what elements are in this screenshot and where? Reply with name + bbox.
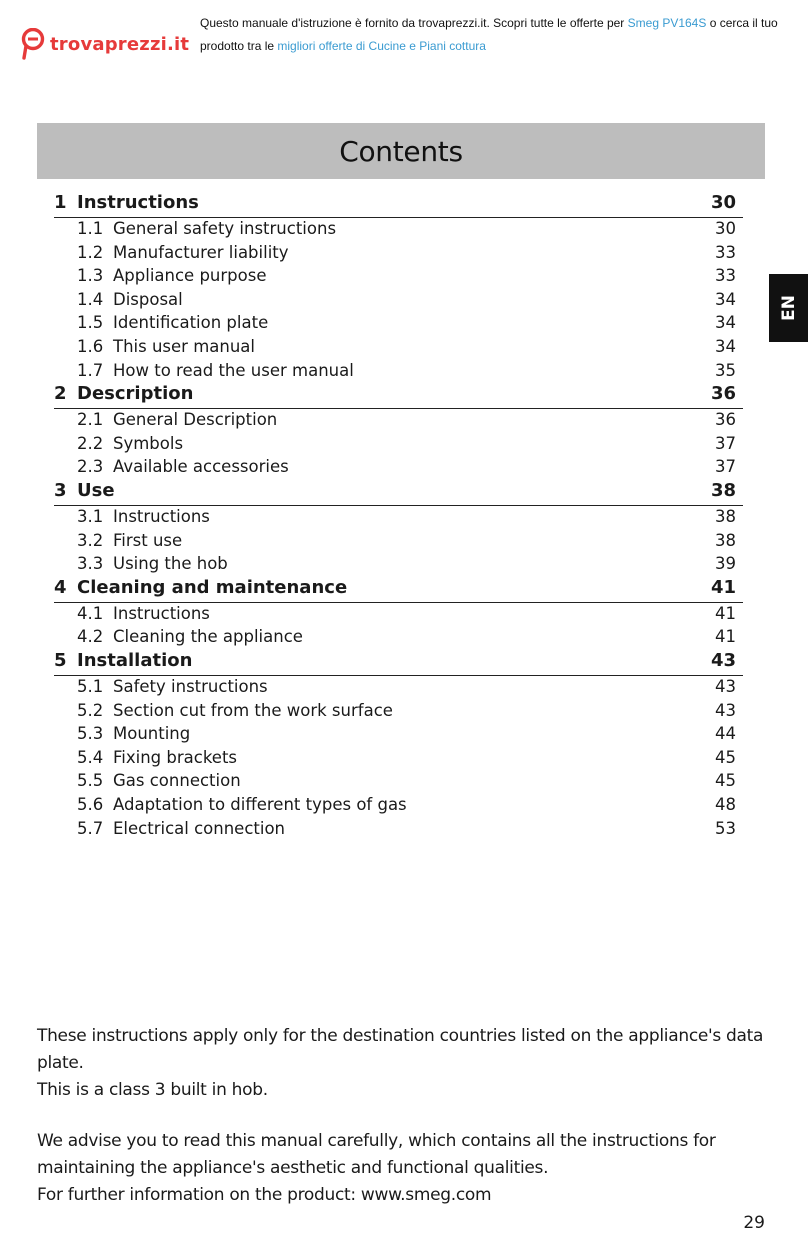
notice-text-1: Questo manuale d'istruzione è fornito da trovaprezzi.it. Scopri tutte le offerte per [200,16,628,30]
toc-subsection-page: 41 [715,627,736,647]
contents-banner [37,123,765,179]
toc-subsection[interactable] [0,553,808,577]
toc-subsection-page: 43 [715,700,736,720]
toc-subsection-title: Disposal [113,289,183,309]
offers-link[interactable]: migliori offerte di Cucine e Piani cottura [277,39,486,53]
toc-section-title: Description [77,383,194,405]
toc-subsection-page: 38 [715,530,736,550]
toc-subsection-number: 5.1 [77,677,104,696]
toc-subsection-title: Adaptation to different types of gas [113,795,407,814]
page-number: 29 [743,1213,765,1233]
toc-subsection-title: How to read the user manual [113,360,354,380]
toc-subsection[interactable] [0,530,808,554]
toc-subsection-page: 37 [715,433,736,453]
toc-section-number: 1 [54,192,67,213]
toc-subsection[interactable] [0,265,808,289]
toc-subsection-number: 4.2 [77,627,104,647]
toc-subsection-page: 39 [715,554,736,574]
toc-subsection-title: Fixing brackets [113,747,238,767]
toc-subsection[interactable] [0,312,808,336]
note-line: We advise you to read this manual carefully, which contains all the instructions for [37,1131,716,1151]
product-link[interactable]: Smeg PV164S [627,16,707,30]
toc-subsection-title: Cleaning the appliance [113,627,303,647]
toc-subsection[interactable] [0,676,808,700]
toc-subsection-number: 3.1 [77,507,104,526]
toc-section-page: 30 [710,192,736,213]
toc-subsection-page: 43 [715,677,736,696]
toc-section-page: 38 [710,480,736,501]
toc-subsection-page: 45 [715,771,736,791]
toc-section-number: 4 [54,576,67,598]
toc-subsection-number: 1.2 [77,242,104,262]
toc-subsection-title: Instructions [113,603,210,623]
toc-subsection-page: 35 [715,360,736,380]
toc-subsection-number: 5.6 [77,795,104,814]
toc-subsection[interactable] [0,747,808,771]
toc-subsection-page: 44 [715,724,736,744]
toc-subsection[interactable] [0,336,808,360]
toc-section-title: Cleaning and maintenance [77,576,348,598]
toc-subsection-number: 1.1 [77,219,104,238]
toc-subsection-number: 2.2 [77,433,104,453]
toc-subsection-page: 34 [715,289,736,309]
toc-subsection-title: Symbols [113,433,184,453]
logo-text: trovaprezzi.it [50,33,190,55]
destination-note [37,1023,777,1104]
toc-subsection-page: 48 [715,795,736,814]
toc-subsection-title: Safety instructions [113,677,268,696]
toc-subsection-number: 1.5 [77,313,104,333]
toc-subsection[interactable] [0,818,808,842]
toc-subsection-title: Mounting [113,724,191,744]
toc-subsection-page: 45 [715,747,736,767]
toc-subsection[interactable] [0,603,808,627]
toc-section-number: 3 [54,480,67,501]
note-line: maintaining the appliance's aesthetic and functional qualities. [37,1158,549,1178]
note-line: For further information on the product: www.smeg.com [37,1185,492,1205]
language-tab-label: EN [778,295,799,321]
toc-section-page: 36 [710,383,736,405]
toc-subsection[interactable] [0,218,808,242]
toc-subsection-number: 5.3 [77,724,104,744]
toc-subsection[interactable] [0,794,808,818]
toc-subsection-page: 33 [715,242,736,262]
toc-section[interactable] [0,383,808,407]
toc-subsection-number: 1.4 [77,289,104,309]
toc-subsection-title: Manufacturer liability [113,242,289,262]
toc-subsection-number: 3.2 [77,530,104,550]
toc-subsection[interactable] [0,770,808,794]
toc-section[interactable] [0,192,808,216]
tag-logo-icon [20,28,46,60]
toc-section-title: Instructions [77,192,199,213]
toc-subsection-number: 5.5 [77,771,104,791]
toc-subsection[interactable] [0,456,808,480]
toc-subsection-page: 34 [715,313,736,333]
toc-subsection-number: 1.3 [77,266,104,286]
toc-subsection-page: 53 [715,818,736,838]
toc-subsection-title: Appliance purpose [113,266,267,286]
toc-subsection-page: 41 [715,603,736,623]
contents-title: Contents [339,134,463,168]
notice-text-2: o cerca il tuo prodotto tra le [200,16,778,53]
toc-subsection[interactable] [0,506,808,530]
toc-subsection-title: Using the hob [113,554,228,574]
toc-subsection-title: General safety instructions [113,219,337,238]
note-line: These instructions apply only for the destination countries listed on the appliance's data plate. [37,1026,764,1073]
toc-subsection-title: Identification plate [113,313,269,333]
toc-section-page: 43 [710,650,736,671]
toc-subsection-page: 30 [715,219,736,238]
toc-section-number: 2 [54,383,67,405]
toc-section-title: Installation [77,650,193,671]
toc-subsection-number: 2.3 [77,457,104,477]
advice-note [37,1128,777,1209]
toc-subsection[interactable] [0,360,808,384]
toc-section[interactable] [0,577,808,601]
note-line: This is a class 3 built in hob. [37,1080,268,1100]
toc-subsection-number: 3.3 [77,554,104,574]
toc-subsection-number: 2.1 [77,410,104,430]
toc-subsection[interactable] [0,626,808,650]
toc-subsection-title: Electrical connection [113,818,285,838]
toc-subsection[interactable] [0,409,808,433]
toc-subsection-title: Available accessories [113,457,289,477]
toc-subsection-title: General Description [113,410,278,430]
toc-subsection[interactable] [0,289,808,313]
toc-subsection-number: 1.7 [77,360,104,380]
toc-section-title: Use [77,480,115,501]
trovaprezzi-logo[interactable] [20,28,189,60]
toc-subsection-title: First use [113,530,183,550]
toc-subsection-page: 33 [715,266,736,286]
toc-subsection-title: Instructions [113,507,210,526]
toc-subsection-title: Section cut from the work surface [113,700,393,720]
toc-subsection[interactable] [0,723,808,747]
toc-subsection-page: 37 [715,457,736,477]
toc-subsection[interactable] [0,242,808,266]
toc-subsection-number: 5.2 [77,700,104,720]
toc-subsection-number: 1.6 [77,337,104,356]
toc-subsection-page: 36 [715,410,736,430]
toc-subsection-title: This user manual [113,337,255,356]
toc-subsection-page: 34 [715,337,736,356]
toc-subsection-title: Gas connection [113,771,241,791]
toc-section[interactable] [0,480,808,504]
toc-subsection[interactable] [0,700,808,724]
toc-section-page: 41 [710,576,736,598]
toc-section[interactable] [0,650,808,674]
toc-subsection-number: 4.1 [77,603,104,623]
toc-subsection-page: 38 [715,507,736,526]
toc-section-number: 5 [54,650,67,671]
toc-subsection-number: 5.7 [77,818,104,838]
toc-subsection-number: 5.4 [77,747,104,767]
toc-subsection[interactable] [0,433,808,457]
header-notice [200,12,780,58]
